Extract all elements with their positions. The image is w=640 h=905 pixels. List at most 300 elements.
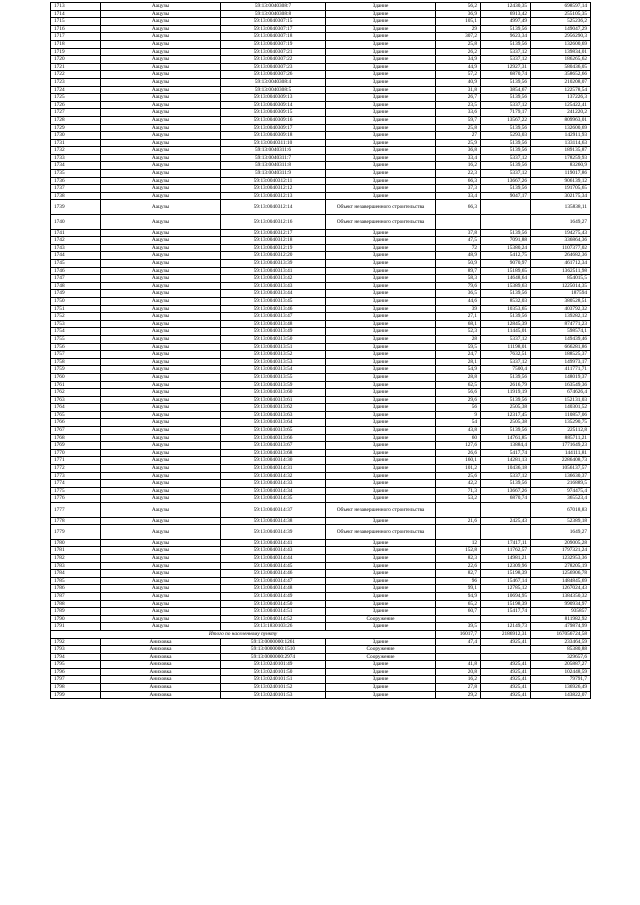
cell-cadastral-number: 59:13:0040314:33 [221,480,326,488]
cell-locality: Аацузы [101,585,221,593]
table-row [51,101,591,109]
cell-total: 666281,86 [531,343,591,351]
cell-cost: 6870,74 [481,71,531,79]
cell-area: 41,8 [436,661,481,669]
cell-cost: 5337,12 [481,56,531,64]
cell-cadastral-number: 59:13:0040307:23 [221,63,326,71]
cell-locality: Аацузы [101,404,221,412]
cell-area: 54 [436,419,481,427]
table-row [51,237,591,245]
cell-number: 1773 [51,472,101,480]
cell-cadastral-number: 59:13:0040314:35 [221,495,326,503]
cell-area: 160,1 [436,457,481,465]
cell-number: 1762 [51,389,101,397]
cell-cadastral-number: 59:13:0040313:54 [221,366,326,374]
cell-object-type: Здание [326,472,436,480]
table-row [51,297,591,305]
cell-total: 140301,52 [531,404,591,412]
cell-cadastral-number: 59:13:0040314:34 [221,487,326,495]
cell-cadastral-number: 59:13:0040312:11 [221,177,326,185]
cell-cost: 12317,45 [481,411,531,419]
cell-locality: Аацузы [101,351,221,359]
cell-cost: 12785,12 [481,585,531,593]
cell-area: 60 [436,434,481,442]
cell-cadastral-number: 59:13:0040314:52 [221,615,326,623]
cell-object-type: Здание [326,63,436,71]
table-row [51,124,591,132]
subtotal-label: Итого по населенному пункту [51,630,436,638]
cell-area: 29,6 [436,396,481,404]
cell-total: 132600,69 [531,124,591,132]
cell-object-type: Здание [326,661,436,669]
cell-number: 1720 [51,56,101,64]
cell-cadastral-number: 59:13:0040308:5 [221,86,326,94]
cell-locality: Аниховка [101,638,221,646]
cell-total: 133114,63 [531,139,591,147]
cell-locality: Аацузы [101,63,221,71]
cell-object-type: Здание [326,48,436,56]
cell-object-type: Здание [326,154,436,162]
cell-total: 906139,12 [531,177,591,185]
cell-cadastral-number: 59:13:0040314:46 [221,570,326,578]
cell-cost: 5139,56 [481,78,531,86]
cell-locality: Аацузы [101,154,221,162]
cell-cost: 14761,85 [481,434,531,442]
cell-cost: 5139,56 [481,139,531,147]
cell-locality: Аацузы [101,260,221,268]
cell-object-type: Здание [326,78,436,86]
cell-object-type: Объект незавершенного строительства [326,215,436,230]
cell-area [436,215,481,230]
table-row [51,282,591,290]
cell-cadastral-number: 59:13:0040313:45 [221,297,326,305]
cell-object-type: Здание [326,570,436,578]
table-row [51,63,591,71]
cell-cost: 2505,38 [481,419,531,427]
subtotal-row [51,630,591,638]
cell-total: 52389,18 [531,517,591,525]
cell-cost: 5139,56 [481,185,531,193]
cell-area: 60,7 [436,608,481,616]
cell-area: 9 [436,411,481,419]
cell-area: 36,5 [436,290,481,298]
cell-total: 216889,5 [531,480,591,488]
table-row [51,313,591,321]
cell-total: 1362511,98 [531,267,591,275]
cell-total: 191705,65 [531,185,591,193]
cell-cadastral-number: 59:13:0040313:48 [221,320,326,328]
cell-object-type: Здание [326,638,436,646]
table-row [51,585,591,593]
cell-total: 1649,27 [531,215,591,230]
cell-object-type: Здание [326,691,436,699]
cell-locality: Аацузы [101,554,221,562]
cell-cost: 5293,03 [481,132,531,140]
property-register-table [50,2,591,699]
table-row [51,328,591,336]
cell-number: 1792 [51,638,101,646]
cell-cadastral-number: 59:13:0040313:52 [221,351,326,359]
cell-cost: 4925,41 [481,661,531,669]
table-row [51,411,591,419]
cell-total: 1107377,02 [531,244,591,252]
cell-cost: 5139,56 [481,162,531,170]
cell-area [436,653,481,661]
property-register-rows [51,3,591,699]
table-row [51,10,591,18]
cell-locality: Аацузы [101,335,221,343]
cell-object-type: Здание [326,260,436,268]
cell-number: 1748 [51,282,101,290]
cell-cost: 13667,26 [481,177,531,185]
cell-total: 187594 [531,290,591,298]
table-row [51,244,591,252]
cell-locality: Аацузы [101,313,221,321]
cell-number: 1725 [51,94,101,102]
cell-object-type: Здание [326,373,436,381]
cell-cadastral-number: 59:13:0040313:51 [221,343,326,351]
cell-object-type: Объект незавершенного строительства [326,525,436,540]
table-row [51,229,591,237]
cell-cadastral-number: 59:13:0040312:19 [221,244,326,252]
cell-number: 1751 [51,305,101,313]
cell-number: 1781 [51,547,101,555]
cell-area: 65,2 [436,600,481,608]
cell-number: 1768 [51,434,101,442]
cell-total: 79791,7 [531,676,591,684]
cell-object-type: Здание [326,684,436,692]
cell-area: 22,3 [436,170,481,178]
table-row [51,661,591,669]
cell-area: 89,7 [436,267,481,275]
table-row [51,449,591,457]
table-row [51,116,591,124]
cell-number: 1787 [51,592,101,600]
cell-cadastral-number: 59:13:0040313:39 [221,260,326,268]
cell-total: 136630,37 [531,472,591,480]
cell-area: 28,1 [436,358,481,366]
cell-area: 34,9 [436,56,481,64]
cell-total: 874771,23 [531,320,591,328]
cell-locality: Аацузы [101,237,221,245]
table-row [51,260,591,268]
cell-locality: Аацузы [101,170,221,178]
table-row [51,3,591,11]
cell-area: 39 [436,305,481,313]
cell-locality: Аниховка [101,684,221,692]
cell-object-type: Здание [326,434,436,442]
cell-total: 139834,01 [531,48,591,56]
cell-object-type: Здание [326,585,436,593]
cell-area: 307,2 [436,33,481,41]
table-row [51,608,591,616]
cell-area: 28,8 [436,373,481,381]
cell-area: 33,4 [436,154,481,162]
cell-number: 1737 [51,185,101,193]
cell-cost: 14648,64 [481,275,531,283]
cell-area: 33,4 [436,192,481,200]
cell-object-type: Здание [326,192,436,200]
cell-number: 1729 [51,124,101,132]
cell-cost [481,215,531,230]
cell-total: 85380,88 [531,646,591,654]
cell-number: 1796 [51,668,101,676]
cell-locality: Аацузы [101,40,221,48]
cell-area: 53,2 [436,495,481,503]
cell-cost: 5139,56 [481,25,531,33]
cell-object-type: Здание [326,623,436,631]
table-row [51,139,591,147]
cell-total: 302175,34 [531,192,591,200]
cell-total: 990934,97 [531,600,591,608]
cell-cost: 7179,17 [481,109,531,117]
table-row [51,570,591,578]
cell-locality: Аацузы [101,411,221,419]
cell-total: 329657,6 [531,653,591,661]
cell-number: 1788 [51,600,101,608]
cell-cadastral-number: 59:13:0040314:37 [221,503,326,518]
cell-number: 1775 [51,487,101,495]
table-row [51,653,591,661]
cell-object-type: Здание [326,343,436,351]
table-row [51,33,591,41]
cell-number: 1778 [51,517,101,525]
cell-cadastral-number: 59:13:0040312:18 [221,237,326,245]
cell-total: 1232953,36 [531,554,591,562]
table-row [51,78,591,86]
cell-cost: 5139,56 [481,40,531,48]
cell-total: 163549,36 [531,381,591,389]
cell-cost: 5139,56 [481,313,531,321]
cell-object-type: Сооружение [326,615,436,623]
cell-object-type: Здание [326,244,436,252]
cell-cadastral-number: 59:13:0040313:64 [221,419,326,427]
cell-area: 94,9 [436,592,481,600]
cell-cadastral-number: 59:13:0040313:63 [221,411,326,419]
cell-area: 12 [436,539,481,547]
table-row [51,615,591,623]
cell-cadastral-number: 59:13:0240101:52 [221,684,326,692]
cell-number: 1793 [51,646,101,654]
cell-number: 1770 [51,449,101,457]
table-row [51,373,591,381]
cell-area: 26,6 [436,449,481,457]
cell-area: 56 [436,404,481,412]
cell-total: 210208,07 [531,78,591,86]
cell-cadastral-number: 59:13:0040307:18 [221,33,326,41]
cell-locality: Аацузы [101,600,221,608]
cell-total: 132600,69 [531,40,591,48]
cell-cadastral-number: 59:13:0040313:41 [221,267,326,275]
cell-number: 1784 [51,570,101,578]
cell-locality: Аниховка [101,653,221,661]
table-row [51,691,591,699]
cell-total: 194275,43 [531,229,591,237]
cell-cost: 15189,65 [481,267,531,275]
cell-number: 1761 [51,381,101,389]
cell-area: 27 [436,132,481,140]
cell-area: 50,9 [436,260,481,268]
cell-area: 43,8 [436,427,481,435]
cell-cost: 10436,18 [481,465,531,473]
cell-cost: 7091,88 [481,237,531,245]
cell-total: 365523,4 [531,495,591,503]
cell-number: 1742 [51,237,101,245]
table-row [51,40,591,48]
cell-total: 1384350,32 [531,592,591,600]
cell-total: 83260,9 [531,162,591,170]
cell-locality: Аниховка [101,668,221,676]
cell-cost: 11198,01 [481,343,531,351]
cell-cadastral-number: 59:13:0040313:65 [221,427,326,435]
cell-number: 1727 [51,109,101,117]
table-row [51,554,591,562]
cell-cadastral-number: 59:13:0040309:18 [221,132,326,140]
cell-total: 1056137,57 [531,465,591,473]
cell-object-type: Здание [326,419,436,427]
cell-number: 1731 [51,139,101,147]
cell-number: 1777 [51,503,101,518]
cell-number: 1722 [51,71,101,79]
cell-cost: 5139,56 [481,147,531,155]
table-row [51,539,591,547]
cell-locality: Аацузы [101,297,221,305]
cell-locality: Аацузы [101,10,221,18]
cell-cost: 4925,41 [481,668,531,676]
cell-cadastral-number: 59:13:0040308:4 [221,78,326,86]
cell-locality: Аацузы [101,608,221,616]
cell-area: 22,6 [436,562,481,570]
cell-cadastral-number: 59:13:0040314:49 [221,592,326,600]
cell-cost: 15198,39 [481,600,531,608]
cell-cost: 5337,12 [481,358,531,366]
cell-total: 1649,27 [531,525,591,540]
cell-number: 1750 [51,297,101,305]
cell-number: 1765 [51,411,101,419]
cell-area: 36,9 [436,10,481,18]
table-row [51,623,591,631]
table-row [51,457,591,465]
cell-object-type: Здание [326,124,436,132]
cell-object-type: Здание [326,267,436,275]
cell-locality: Аацузы [101,503,221,518]
cell-number: 1716 [51,25,101,33]
cell-object-type: Здание [326,449,436,457]
cell-object-type: Здание [326,562,436,570]
cell-locality: Аацузы [101,419,221,427]
cell-number: 1776 [51,495,101,503]
cell-object-type: Здание [326,396,436,404]
cell-total: 2956290,3 [531,33,591,41]
cell-cadastral-number: 59:13:0040312:20 [221,252,326,260]
cell-cost: 7500,4 [481,366,531,374]
cell-total: 403792,32 [531,305,591,313]
table-row [51,646,591,654]
cell-object-type: Здание [326,297,436,305]
cell-cadastral-number: 59:13:0040311:9 [221,170,326,178]
cell-object-type: Здание [326,71,436,79]
cell-number: 1721 [51,63,101,71]
cell-cost: 3854,67 [481,86,531,94]
cell-total: 358652,66 [531,71,591,79]
cell-cadastral-number: 59:13:0040314:51 [221,608,326,616]
cell-area: 36,8 [436,147,481,155]
table-row [51,290,591,298]
table-row [51,170,591,178]
cell-cost: 8532,03 [481,297,531,305]
cell-total: 188525,37 [531,351,591,359]
cell-area: 105,1 [436,18,481,26]
cell-cadastral-number: 59:13:0040314:50 [221,600,326,608]
cell-cost: 4925,41 [481,676,531,684]
cell-cost: 13884,4 [481,442,531,450]
cell-cadastral-number: 59:13:0040313:46 [221,305,326,313]
cell-area: 152,8 [436,547,481,555]
cell-object-type: Здание [326,290,436,298]
cell-locality: Аацузы [101,267,221,275]
cell-cost [481,615,531,623]
table-row [51,434,591,442]
cell-object-type: Здание [326,676,436,684]
cell-total: 411771,71 [531,366,591,374]
cell-object-type: Здание [326,275,436,283]
cell-cost: 5337,12 [481,101,531,109]
cell-total: 674626,4 [531,389,591,397]
cell-total: 110857,06 [531,411,591,419]
cell-locality: Аацузы [101,290,221,298]
cell-number: 1740 [51,215,101,230]
cell-cadastral-number: 59:13:0040313:42 [221,275,326,283]
cell-cost: 4925,41 [481,638,531,646]
table-row [51,525,591,540]
table-row [51,56,591,64]
cell-area: 29 [436,25,481,33]
cell-area: 37,3 [436,185,481,193]
cell-number: 1728 [51,116,101,124]
cell-object-type: Здание [326,600,436,608]
cell-number: 1758 [51,358,101,366]
cell-cost: 10353,65 [481,305,531,313]
cell-area: 68,1 [436,320,481,328]
cell-cadastral-number: 59:13:0040314:48 [221,585,326,593]
cell-area: 127,6 [436,442,481,450]
cell-cadastral-number: 59:13:0040307:15 [221,18,326,26]
cell-number: 1779 [51,525,101,540]
cell-number: 1735 [51,170,101,178]
cell-number: 1744 [51,252,101,260]
cell-total: 1797321,24 [531,547,591,555]
cell-total: 233464,59 [531,638,591,646]
cell-locality: Аацузы [101,358,221,366]
cell-cost: 5337,12 [481,48,531,56]
cell-cost: 14281,13 [481,457,531,465]
cell-locality: Аацузы [101,427,221,435]
table-row [51,389,591,397]
cell-number: 1738 [51,192,101,200]
cell-cost: 15417,74 [481,608,531,616]
cell-area: 56,2 [436,3,481,11]
cell-locality: Аацузы [101,116,221,124]
cell-number: 1724 [51,86,101,94]
cell-area: 23,5 [436,101,481,109]
cell-object-type: Здание [326,358,436,366]
cell-number: 1715 [51,18,101,26]
cell-number: 1766 [51,419,101,427]
cell-cost: 5139,56 [481,373,531,381]
cell-cost: 11919,19 [481,389,531,397]
cell-cost: 4925,41 [481,684,531,692]
cell-cost [481,525,531,540]
